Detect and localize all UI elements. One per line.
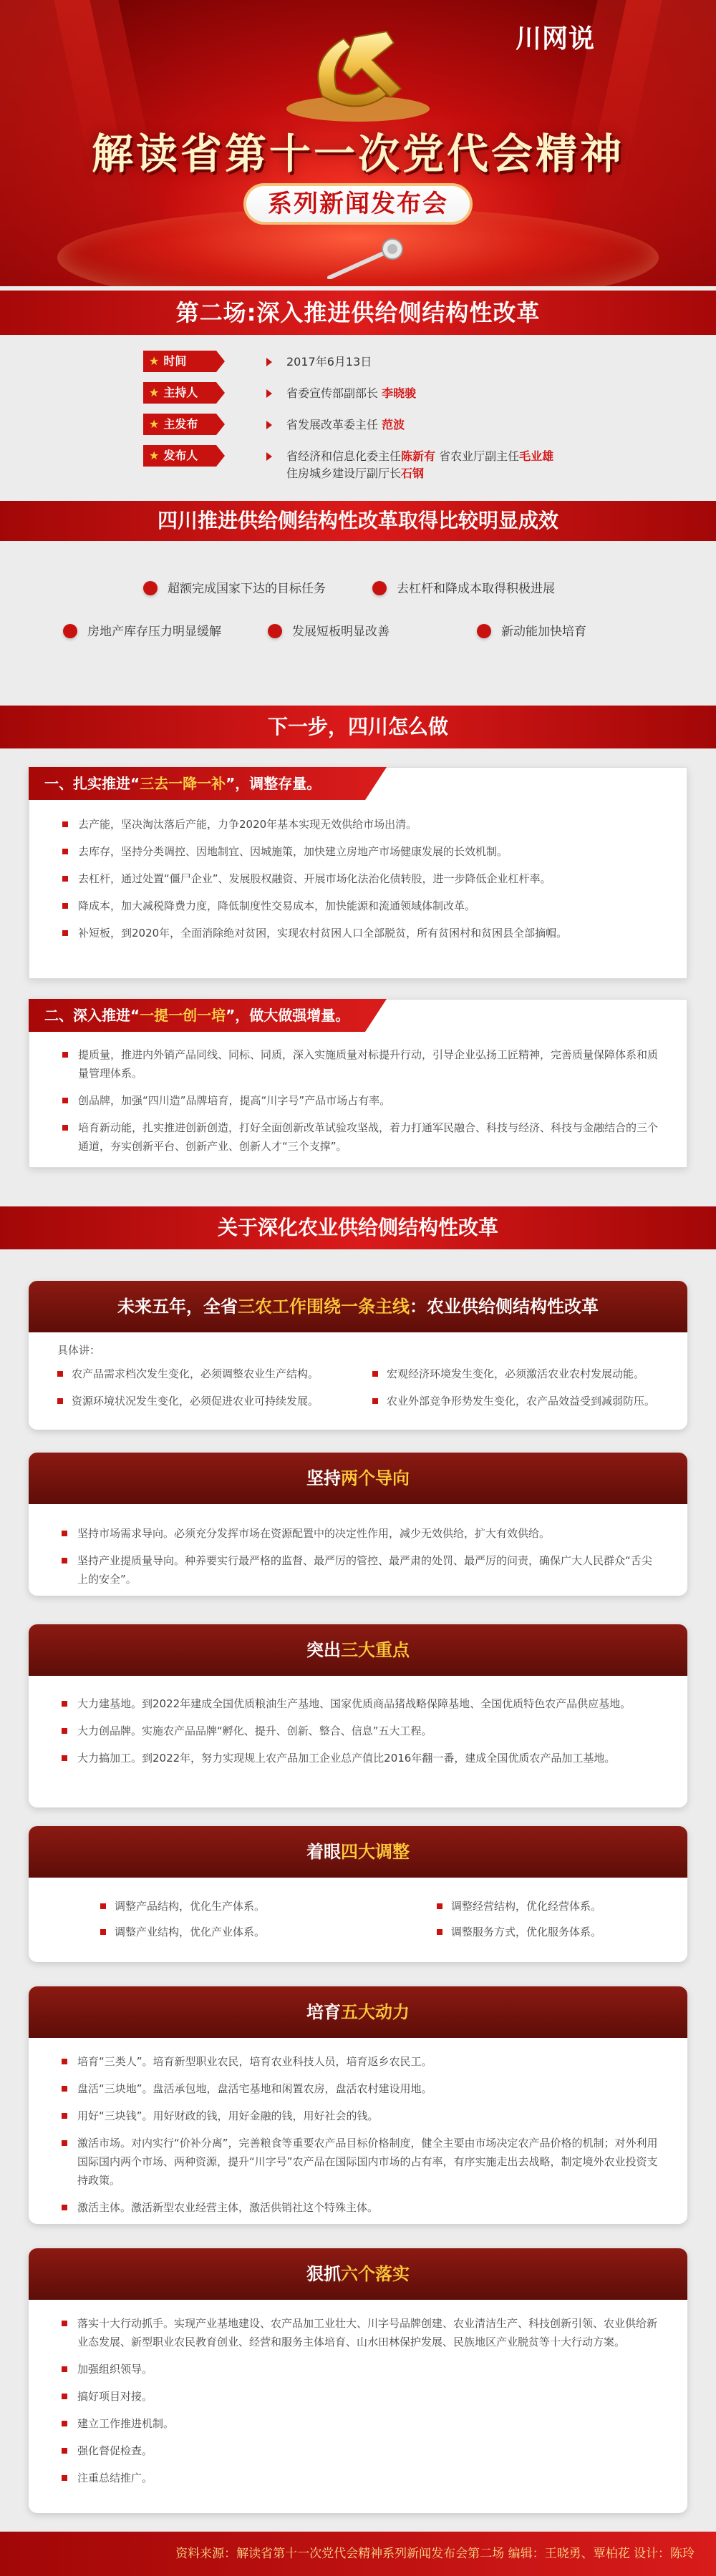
- bullet-dot-icon: [477, 624, 491, 638]
- star-icon: ★: [149, 354, 160, 368]
- arrow-icon: [266, 389, 272, 398]
- list-item: 新动能加快培育: [477, 621, 586, 643]
- list-item: 加强组织领导。: [62, 2360, 659, 2379]
- arrow-icon: [266, 421, 272, 429]
- hero-title: 解读省第十一次党代会精神: [91, 130, 624, 178]
- list-item: 资源环境状况发生变化，必须促进农业可持续发展。: [57, 1392, 358, 1410]
- list-item: 调整产业结构，优化产业体系。: [100, 1923, 265, 1941]
- list-item: 去杠杆，通过处置“僵尸企业”、发展股权融资、开展市场化法治化债转股，进一步降低企业杠杆率。: [62, 869, 658, 888]
- star-icon: ★: [149, 449, 160, 462]
- bullet-dot-icon: [268, 624, 282, 638]
- main-line-panel: [29, 1281, 687, 1430]
- panel-heading: 狠抓六个落实: [29, 2248, 687, 2300]
- list-item: 激活主体。激活新型农业经营主体，激活供销社这个特殊主体。: [62, 2198, 659, 2217]
- three-focus-panel: [29, 1624, 687, 1807]
- bullet-list: [62, 2314, 659, 2496]
- arrow-icon: [266, 358, 272, 366]
- list-item: 培育新动能，扎实推进创新创造，打好全面创新改革试验攻坚战，着力打通军民融合、科技与经济、科技与金融结合的三个通道，夯实创新平台、创新产业、创新人才“三个支撑”。: [62, 1118, 658, 1156]
- brand-logo: 川网说: [516, 24, 596, 54]
- agri-banner: 关于深化农业供给侧结构性改革: [0, 1206, 716, 1249]
- panel-heading: 未来五年，全省三农工作围绕一条主线：农业供给侧结构性改革: [29, 1281, 687, 1332]
- bullet-list: [62, 815, 658, 951]
- list-item: 去杠杆和降成本取得积极进展: [372, 578, 555, 600]
- panel-heading: 突出三大重点: [29, 1624, 687, 1676]
- list-item: 超额完成国家下达的目标任务: [143, 578, 326, 600]
- list-item: 激活市场。对内实行“价补分离”，完善粮食等重要农产品目标价格制度，健全主要由市场决定农产品价格的机制；对外利用国际国内两个市场、两种资源，提升“川字号”农产品在国际国内市场的占有率，有序实施走出去战略，制定境外农业投资支持政策。: [62, 2134, 659, 2190]
- list-item: 房地产库存压力明显缓解: [63, 621, 221, 643]
- list-item: 宏观经济环境发生变化，必须激活农业农村发展动能。: [372, 1365, 673, 1382]
- hero-banner: [0, 0, 716, 286]
- list-item: 搞好项目对接。: [62, 2387, 659, 2406]
- list-item: 大力创品牌。实施农产品品牌“孵化、提升、创新、整合、信息”五大工程。: [62, 1722, 659, 1740]
- party-emblem-icon: [279, 17, 437, 125]
- list-item: 落实十大行动抓手。实现产业基地建设、农产品加工业壮大、川字号品牌创建、农业清洁生产、科技创新引领、农业供给新业态发展、新型职业农民教育创业、经营和服务主体培育、山水田林保护发展、民族地区产业脱贫等十大行动方案。: [62, 2314, 659, 2351]
- bullet-dot-icon: [143, 581, 158, 595]
- panel-heading: 培育五大动力: [29, 1986, 687, 2038]
- list-item: 调整经营结构，优化经营体系。: [437, 1898, 601, 1915]
- microphone-icon: [315, 236, 415, 279]
- bullet-dot-icon: [63, 624, 77, 638]
- list-item: 坚持产业提质量导向。种养要实行最严格的监督、最严厉的管控、最严肃的处罚、最严厉的问责，确保广大人民群众“舌尖上的安全”。: [62, 1551, 659, 1589]
- bullet-list: [62, 1524, 659, 1596]
- list-item: 坚持市场需求导向。必须充分发挥市场在资源配置中的决定性作用，减少无效供给，扩大有效供给。: [62, 1524, 659, 1543]
- expand-increment-card: [29, 999, 687, 1168]
- four-adjust-panel: [29, 1826, 687, 1962]
- bullet-list: [62, 2052, 659, 2224]
- list-item: 补短板，到2020年，全面消除绝对贫困，实现农村贫困人口全部脱贫，所有贫困村和贫困县全部摘帽。: [62, 924, 658, 942]
- six-tasks-panel: [29, 2248, 687, 2513]
- card-heading: 二、深入推进“一提一创一培”，做大做强增量。: [29, 999, 365, 1032]
- results-banner: 四川推进供给侧结构性改革取得比较明显成效: [0, 501, 716, 541]
- card-heading: 一、扎实推进“三去一降一补”，调整存量。: [29, 767, 365, 800]
- list-item: 大力搞加工。到2022年，努力实现规上农产品加工企业总产值比2016年翻一番，建成全国优质农产品加工基地。: [62, 1749, 659, 1767]
- list-item: 去产能，坚决淘汰落后产能，力争2020年基本实现无效供给市场出清。: [62, 815, 658, 834]
- list-item: 用好“三块钱”。用好财政的钱，用好金融的钱，用好社会的钱。: [62, 2107, 659, 2125]
- list-item: 降成本，加大减税降费力度，降低制度性交易成本，加快能源和流通领域体制改革。: [62, 897, 658, 915]
- bullet-list: [62, 1045, 658, 1164]
- list-item: 建立工作推进机制。: [62, 2414, 659, 2433]
- next-steps-banner: 下一步，四川怎么做: [0, 706, 716, 748]
- session-title: 第二场:深入推进供给侧结构性改革: [0, 291, 716, 335]
- star-icon: ★: [149, 386, 160, 399]
- star-icon: ★: [149, 417, 160, 431]
- list-item: 盘活“三块地”。盘活承包地，盘活宅基地和闲置农房，盘活农村建设用地。: [62, 2079, 659, 2098]
- list-item: 强化督促检查。: [62, 2441, 659, 2460]
- list-item: 调整服务方式，优化服务体系。: [437, 1923, 601, 1941]
- list-item: 发展短板明显改善: [268, 621, 390, 643]
- five-drive-panel: [29, 1986, 687, 2224]
- list-item: 创品牌，加强“四川造”品牌培育，提高“川字号”产品市场占有率。: [62, 1091, 658, 1110]
- intro-text: 具体讲：: [57, 1344, 101, 1357]
- list-item: 农业外部竞争形势发生变化，农产品效益受到减弱防压。: [372, 1392, 673, 1410]
- bullet-list: [62, 1694, 659, 1776]
- list-item: 农产品需求档次发生变化，必须调整农业生产结构。: [57, 1365, 358, 1382]
- adjust-stock-card: [29, 767, 687, 979]
- hero-subtitle: 系列新闻发布会: [243, 183, 473, 225]
- arrow-icon: [266, 452, 272, 461]
- list-item: 大力建基地。到2022年建成全国优质粮油生产基地、国家优质商品猪战略保障基地、全国优质特色农产品供应基地。: [62, 1694, 659, 1713]
- list-item: 提质量，推进内外销产品同线、同标、同质，深入实施质量对标提升行动，引导企业弘扬工匠精神，完善质量保障体系和质量管理体系。: [62, 1045, 658, 1083]
- panel-heading: 坚持两个导向: [29, 1453, 687, 1504]
- list-item: 培育“三类人”。培育新型职业农民，培育农业科技人员，培育返乡农民工。: [62, 2052, 659, 2071]
- list-item: 注重总结推广。: [62, 2469, 659, 2487]
- list-item: 去库存，坚持分类调控、因地制宜、因城施策，加快建立房地产市场健康发展的长效机制。: [62, 842, 658, 861]
- panel-heading: 着眼四大调整: [29, 1826, 687, 1878]
- credits-footer: 资料来源：解读省第十一次党代会精神系列新闻发布会第二场 编辑：王晓勇、覃柏花 设计：陈玲: [0, 2532, 716, 2576]
- two-guides-panel: [29, 1453, 687, 1596]
- bullet-dot-icon: [372, 581, 387, 595]
- list-item: 调整产品结构，优化生产体系。: [100, 1898, 265, 1915]
